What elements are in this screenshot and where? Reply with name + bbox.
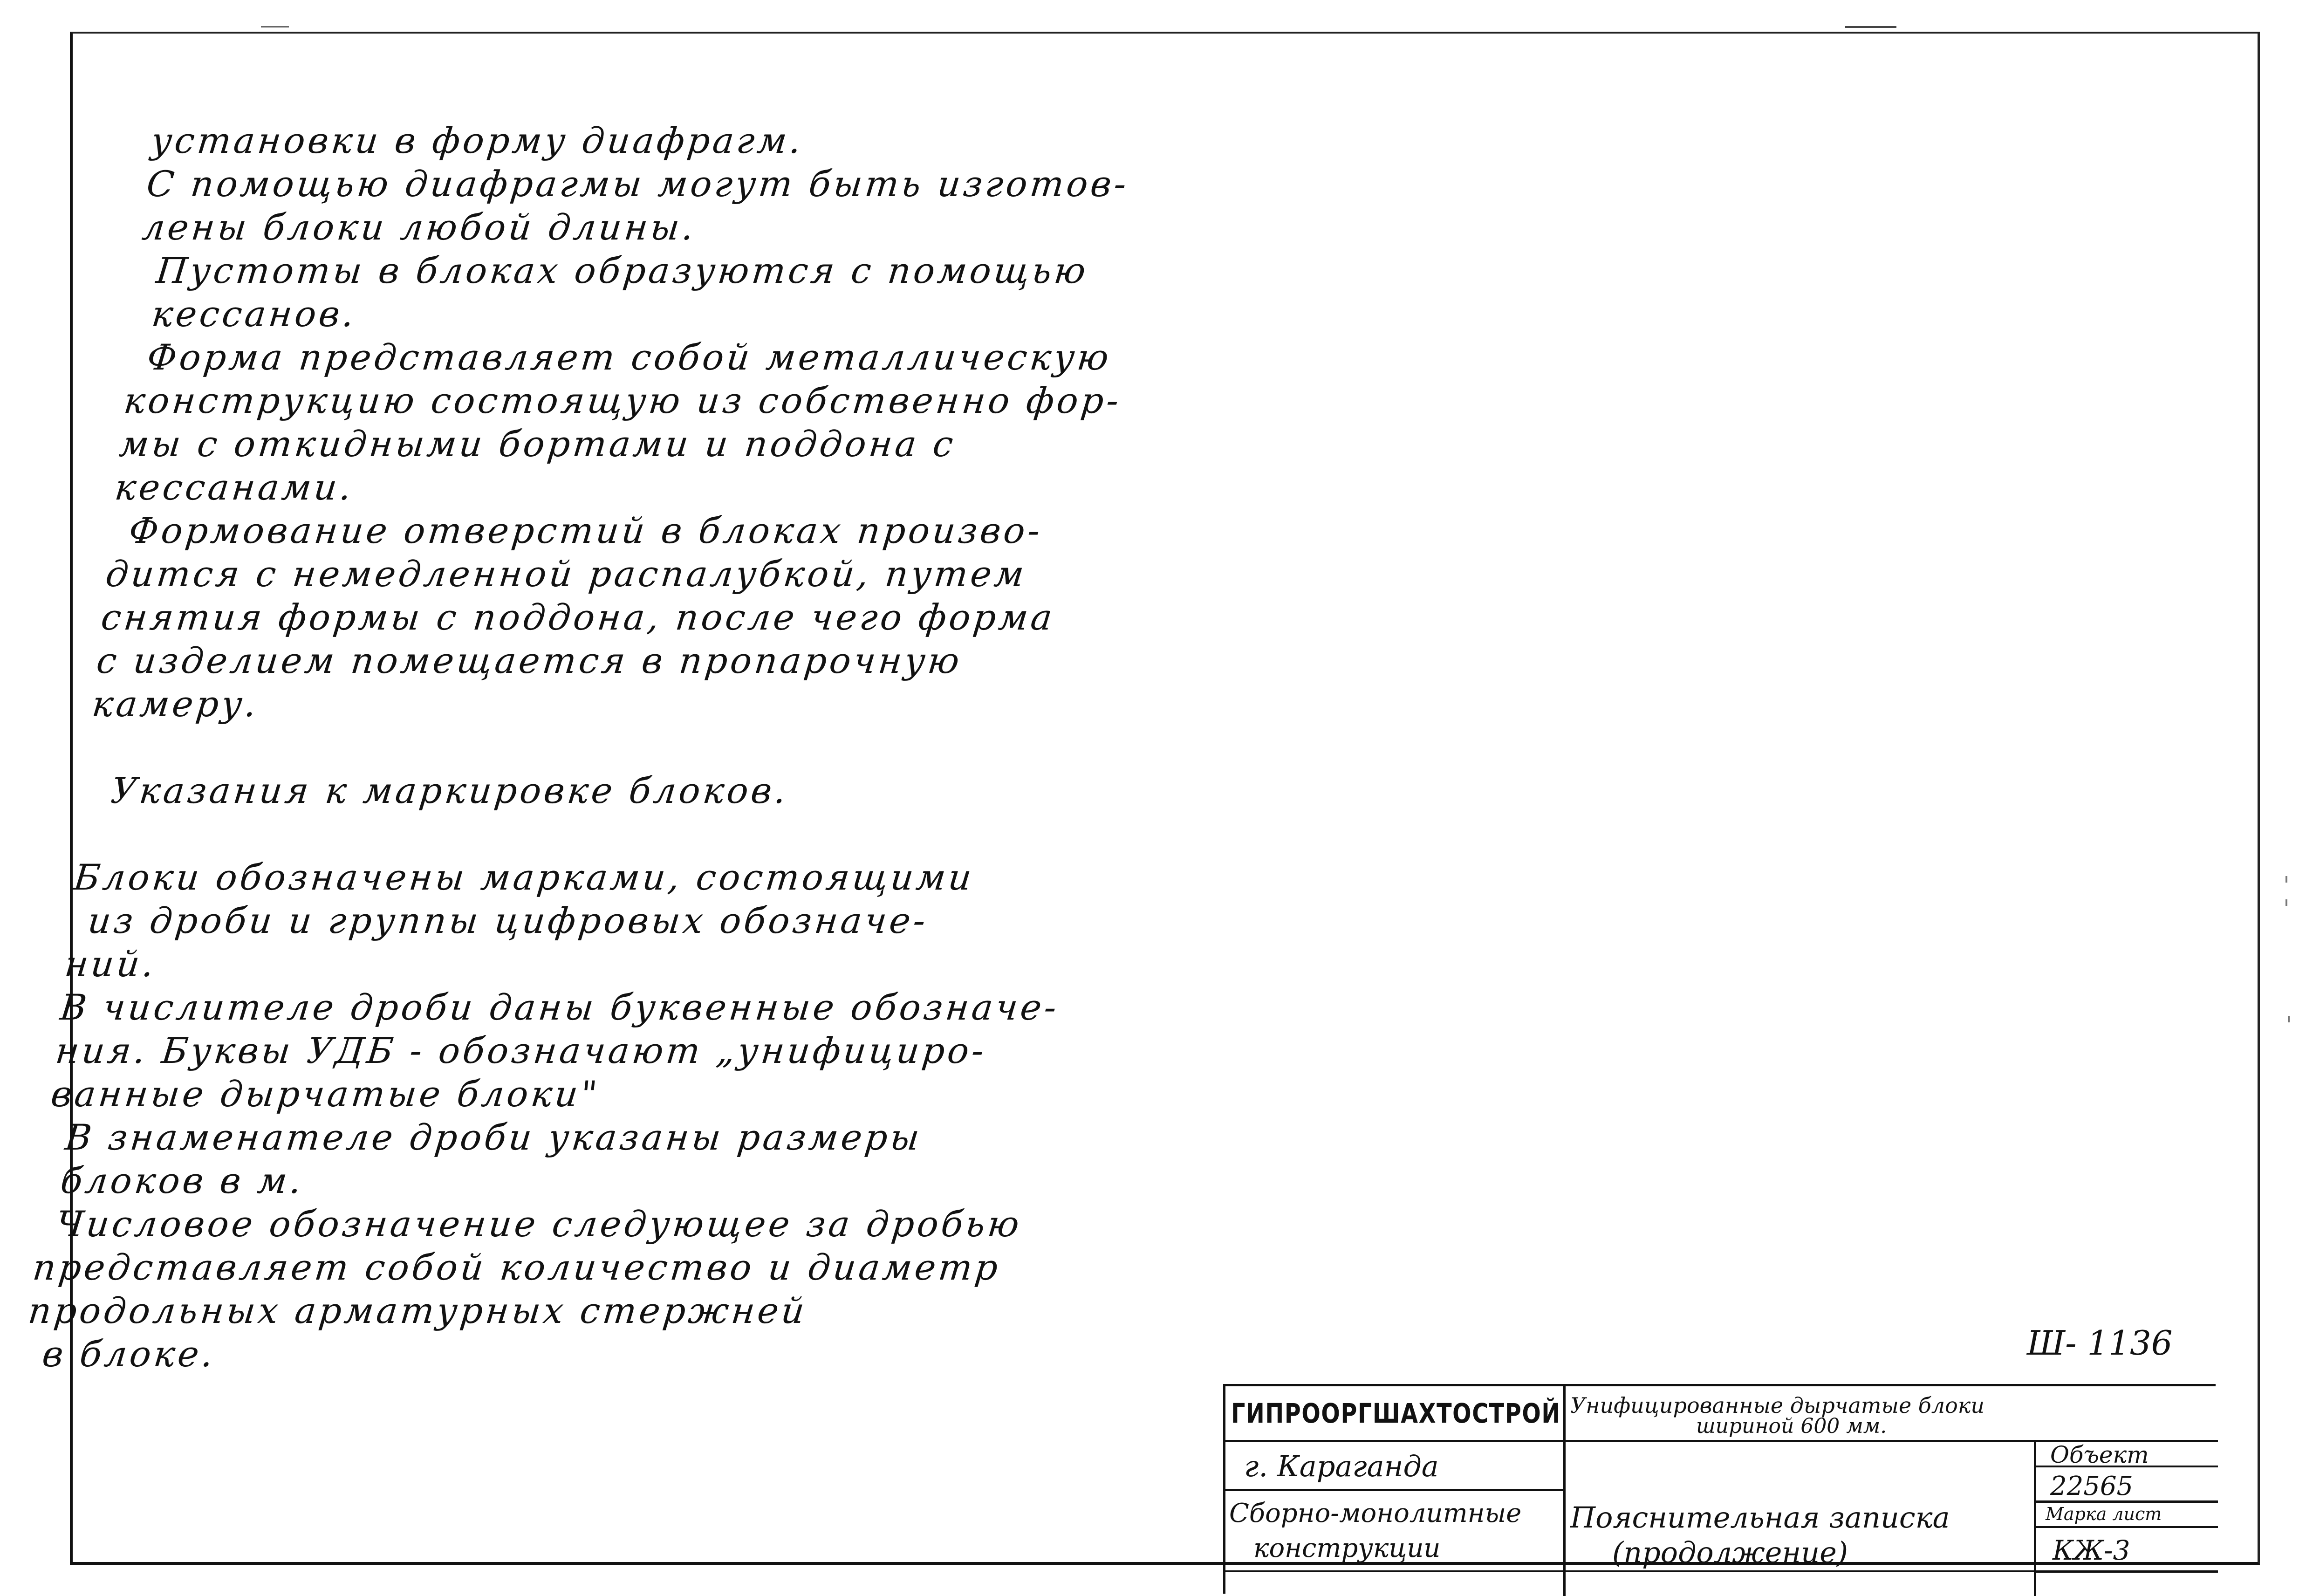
title-block-divider [1225,1489,1563,1491]
text-line: продольных арматурных стержней [26,1290,809,1331]
project-title-line-1: Унифицированные дырчатые блоки [1570,1393,1984,1418]
title-block-divider [1225,1570,2034,1572]
sheet-label: Марка лист [2046,1504,2162,1524]
text-line: установки в форму диафрагм. [149,120,806,161]
organization-name: ГИПРООРГШАХТОСТРОЙ [1231,1397,1561,1429]
section-heading: Указания к маркировке блоков. [109,770,791,811]
sheet-mark: КЖ-3 [2053,1534,2130,1566]
text-line: в блоке. [40,1333,218,1375]
object-label: Объект [2050,1441,2149,1468]
top-edge-mark [1845,26,1896,28]
project-title-line-2: шириной 600 мм. [1696,1414,1887,1438]
text-line: с изделием помещается в пропарочную [95,640,965,681]
text-line: Блоки обозначены марками, состоящими [72,856,977,898]
title-block-divider [2034,1526,2218,1528]
title-block-divider [1225,1440,1563,1442]
note-body [22,119,1272,1376]
paragraph-gap [85,726,1208,769]
text-line: кессанами. [113,466,356,508]
text-line: В знаменателе дроби указаны размеры [63,1117,924,1158]
city-name: г. Караганда [1244,1449,1439,1483]
text-line: Формование отверстий в блоках произво- [127,510,1045,551]
text-line: дится с немедленной распалубкой, путем [103,553,1029,595]
sheet-code: Ш- 1136 [2027,1323,2173,1363]
top-edge-mark-left [261,26,289,27]
title-block [1223,1384,2216,1594]
document-title-line-2: (продолжение) [1612,1535,1848,1569]
text-line: С помощью диафрагмы могут быть изготов- [144,163,1131,205]
margin-tick [2285,899,2287,906]
text-line: Пустоты в блоках образуются с помощью [154,250,1091,291]
text-line: кессанов. [150,293,359,335]
text-line: представляет собой количество и диаметр [31,1247,1003,1288]
text-line: блоков в м. [58,1160,306,1201]
text-line: Числовое обозначение следующее за дробью [54,1203,1024,1245]
text-line: из дроби и группы цифровых обозначе- [86,900,931,941]
title-block-divider [1563,1386,1566,1596]
object-number: 22565 [2050,1471,2134,1501]
text-line: В числителе дроби даны буквенные обозначе- [58,986,1061,1028]
text-line: снятия формы с поддона, после чего форма [99,596,1057,638]
text-line: Форма представляет собой металлическую [145,336,1114,378]
department-line-2: конструкции [1253,1533,1441,1563]
document-title-line-1: Пояснительная записка [1570,1500,1950,1534]
text-line: камеру. [90,683,261,725]
text-line: ний. [62,943,159,985]
text-line: лены блоки любой длины. [140,206,698,248]
margin-tick [2288,1016,2290,1022]
text-line: мы с откидными бортами и поддона с [117,423,958,465]
text-line: ния. Буквы УДБ - обозначают „унифициро- [54,1030,989,1071]
title-block-divider [2034,1570,2218,1573]
paragraph-gap [76,812,1199,856]
department-line-1: Сборно-монолитные [1229,1498,1522,1528]
text-line: конструкцию состоящую из собственно фор- [122,380,1124,421]
text-line: ванные дырчатые блоки" [49,1073,602,1115]
margin-tick [2285,876,2287,883]
